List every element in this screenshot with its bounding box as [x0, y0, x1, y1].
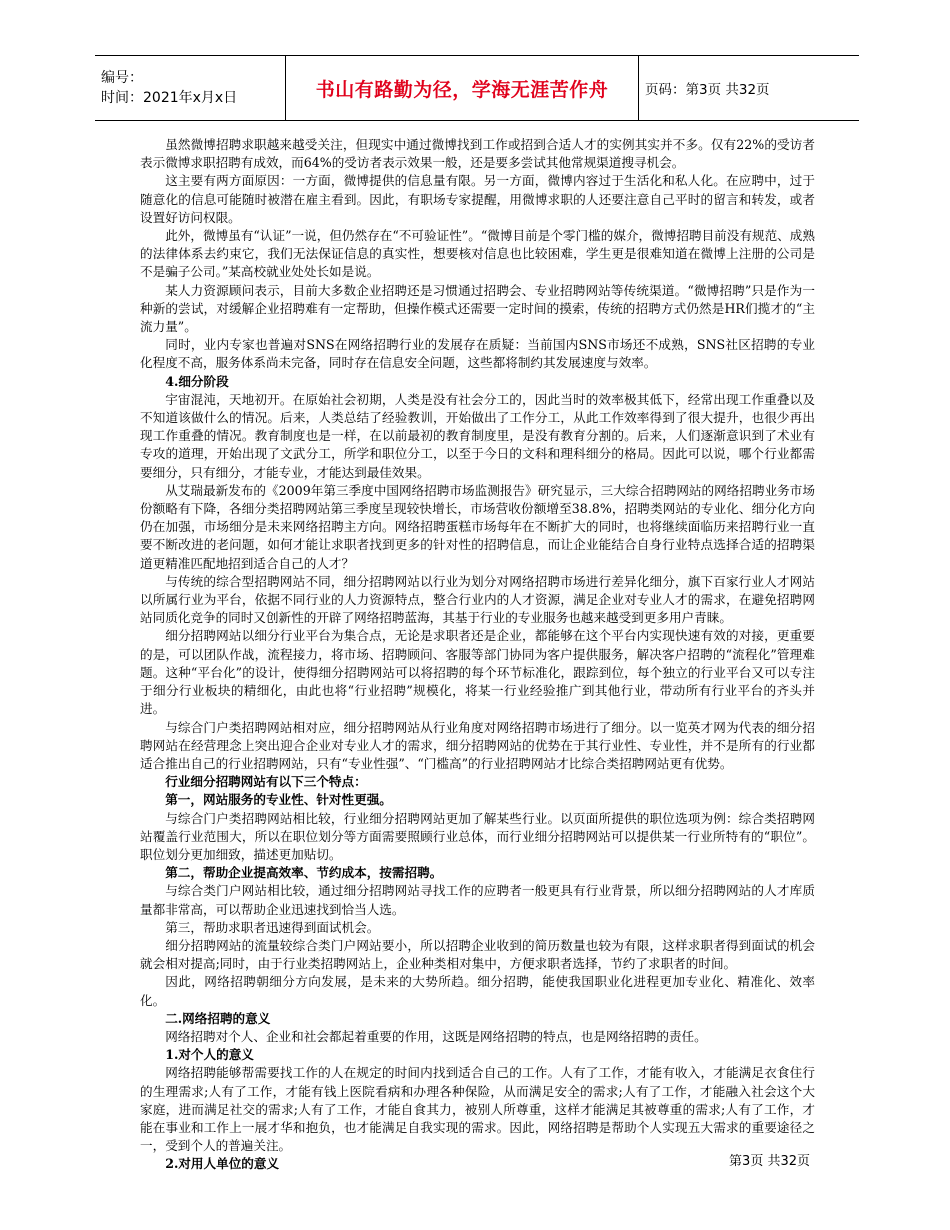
- body-paragraph: 与综合类门户网站相比较，通过细分招聘网站寻找工作的应聘者一般更具有行业背景，所以细分招聘网站的人才库质量都非常高，可以帮助企业迅速找到恰当人选。: [140, 883, 815, 917]
- section-heading: 行业细分招聘网站有以下三个特点：: [165, 774, 367, 790]
- document-body: [140, 136, 815, 1174]
- body-paragraph: 与综合门户类招聘网站相比较，行业细分招聘网站更加了解某些行业。以页面所提供的职位选项为例：综合类招聘网站覆盖行业范围大，所以在职位划分等方面需要照顾行业总体，而行业细分招聘网站可以提供某一行业所特有的“职位”。职位划分更加细致，描述更加贴切。: [140, 810, 815, 862]
- section-heading: 第一，网站服务的专业性、针对性更强。: [165, 792, 392, 808]
- body-paragraph: 从艾瑞最新发布的《2009年第三季度中国网络招聘市场监测报告》研究显示，三大综合招聘网站的网络招聘业务市场份额略有下降，各细分类招聘网站第三季度呈现较快增长，市场营收份额增至38.8%，招聘类网站的专业化、细分化方向仍在加强，市场细分是未来网络招聘主方向。网络招聘蛋糕市场每年在不断扩大的同时，也将继续面临历来招聘行业一直要不断改进的老问题，如何才能让求职者找到更多的针对性的招聘信息，而让企业能结合自身行业特点选择合适的招聘渠道更精准匹配地招到适合自己的人才？: [140, 482, 815, 571]
- body-paragraph: 与综合门户类招聘网站相对应，细分招聘网站从行业角度对网络招聘市场进行了细分。以一览英才网为代表的细分招聘网站在经营理念上突出迎合企业对专业人才的需求，细分招聘网站的优势在于其行业性、专业性，并不是所有的行业都适合推出自己的行业招聘网站，只有“专业性强”、“门槛高”的行业招聘网站才比综合类招聘网站更有优势。: [140, 719, 815, 771]
- document-number-label: 编号：: [101, 70, 143, 86]
- body-paragraph: 第三，帮助求职者迅速得到面试机会。: [165, 919, 380, 935]
- body-paragraph: 网络招聘能够帮需要找工作的人在规定的时间内找到适合自己的工作。人有了工作，才能有收入，才能满足衣食住行的生理需求;人有了工作，才能有钱上医院看病和办理各种保险，从而满足安全的需求;人有了工作，才能融入社会这个大家庭，进而满足社交的需求;人有了工作，才能自食其力，被别人所尊重，这样才能满足其被尊重的需求;人有了工作，才能在事业和工作上一展才华和抱负，也才能满足自我实现的需求。因此，网络招聘是帮助个人实现五大需求的重要途径之一，受到个人的普遍关注。: [140, 1065, 815, 1154]
- section-heading: 二.网络招聘的意义: [165, 1010, 271, 1026]
- body-paragraph: 某人力资源顾问表示，目前大多数企业招聘还是习惯通过招聘会、专业招聘网站等传统渠道。“微博招聘”只是作为一种新的尝试，对缓解企业招聘难有一定帮助，但操作模式还需要一定时间的摸索，传统的招聘方式仍然是HR们揽才的“主流力量”。: [140, 282, 815, 335]
- footer-page-number: 第3页 共32页: [729, 1154, 810, 1169]
- body-paragraph: 这主要有两方面原因：一方面，微博提供的信息量有限。另一方面，微博内容过于生活化和私人化。在应聘中，过于随意化的信息可能随时被潜在雇主看到。因此，有职场专家提醒，用微博求职的人还要注意自己平时的留言和转发，或者设置好访问权限。: [140, 173, 815, 225]
- body-paragraph: 此外，微博虽有“认证”一说，但仍然存在“不可验证性”。“微博目前是个零门槛的媒介，微博招聘目前没有规范、成熟的法律体系去约束它，我们无法保证信息的真实性，想要核对信息也比较困难，学生更是很难知道在微博上注册的公司是不是骗子公司。”某高校就业处处长如是说。: [140, 228, 815, 280]
- section-heading: 4.细分阶段: [165, 373, 229, 389]
- section-heading: 1.对个人的意义: [165, 1047, 254, 1063]
- section-heading: 2.对用人单位的意义: [165, 1156, 280, 1172]
- body-paragraph: 因此，网络招聘朝细分方向发展，是未来的大势所趋。细分招聘，能使我国职业化进程更加专业化、精准化、效率化。: [140, 974, 815, 1008]
- body-paragraph: 网络招聘对个人、企业和社会都起着重要的作用，这既是网络招聘的特点，也是网络招聘的责任。: [165, 1028, 707, 1044]
- body-paragraph: 细分招聘网站的流量较综合类门户网站要小，所以招聘企业收到的简历数量也较为有限，这样求职者得到面试的机会就会相对提高;同时，由于行业类招聘网站上，企业种类相对集中，方便求职者选择，节约了求职者的时间。: [140, 937, 815, 972]
- header-page-number: 页码：第3页 共32页: [639, 56, 860, 121]
- body-paragraph: 同时，业内专家也普遍对SNS在网络招聘行业的发展存在质疑：当前国内SNS市场还不成熟，SNS社区招聘的专业化程度不高，服务体系尚未完备，同时存在信息安全问题，这些都将制约其发展速度与效率。: [140, 337, 815, 371]
- section-heading: 第二，帮助企业提高效率、节约成本，按需招聘。: [165, 865, 443, 881]
- body-paragraph: 宇宙混沌，天地初开。在原始社会初期，人类是没有社会分工的，因此当时的效率极其低下，经常出现工作重叠以及不知道该做什么的情况。后来，人类总结了经验教训，开始做出了工作分工，从此工作效率得到了很大提升，也很少再出现工作重叠的情况。教育制度也是一样，在以前最初的教育制度里，是没有教育分割的。后来，人们逐渐意识到了术业有专攻的道理，开始出现了文武分工，所学和职位分工，以至于今日的文科和理科细分的格局。因此可以说，哪个行业都需要细分，只有细分，才能专业，才能达到最佳效果。: [140, 391, 815, 480]
- body-paragraph: 虽然微博招聘求职越来越受关注，但现实中通过微博找到工作或招到合适人才的实例其实并不多。仅有22%的受访者表示微博求职招聘有成效，而64%的受访者表示效果一般，还是要多尝试其他常规渠道搜寻机会。: [140, 137, 815, 171]
- document-time-label: 时间：2021年x月x日: [101, 90, 238, 106]
- header-info-cell: [95, 56, 286, 121]
- body-paragraph: 细分招聘网站以细分行业平台为集合点，无论是求职者还是企业，都能够在这个平台内实现快速有效的对接，更重要的是，可以团队作战，流程接力，将市场、招聘顾问、客服等部门协同为客户提供服务，解决客户招聘的“流程化”管理难题。这种“平台化”的设计，使得细分招聘网站可以将招聘的每个环节标准化，跟踪到位，每个独立的行业平台又可以专注于细分行业板块的精细化，由此也将“行业招聘”规模化，将某一行业经验推广到其他行业，带动所有行业平台的齐头并进。: [140, 628, 815, 717]
- body-paragraph: 与传统的综合型招聘网站不同，细分招聘网站以行业为划分对网络招聘市场进行差异化细分，旗下百家行业人才网站以所属行业为平台，依据不同行业的人力资源特点，整合行业内的人才资源，满足企业对专业人才的需求，在避免招聘网站同质化竞争的同时又创新性的开辟了网络招聘蓝海，其基于行业的专业服务也越来越受到更多用户青睐。: [140, 573, 815, 626]
- page-header: [95, 55, 859, 121]
- header-motto: 书山有路勤为径，学海无涯苦作舟: [286, 56, 639, 121]
